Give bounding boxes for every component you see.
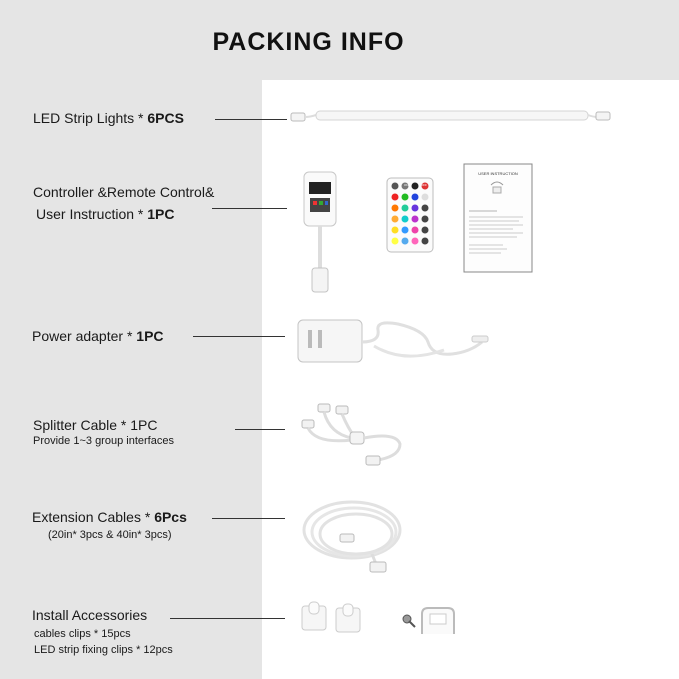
power-adapter-icon (296, 316, 492, 368)
page-title: PACKING INFO (212, 28, 405, 56)
remote-button-on: ON (404, 183, 409, 187)
splitter-sub: Provide 1~3 group interfaces (33, 435, 174, 447)
accessories-sub-clips: cables clips * 15pcs (34, 628, 131, 640)
controller-label-line2 (36, 206, 175, 222)
extension-cable-icon (300, 494, 412, 580)
user-manual-icon (463, 163, 533, 273)
accessories-sub-strip-clips: LED strip fixing clips * 12pcs (34, 644, 173, 656)
power-adapter-qty: 1PC (136, 328, 164, 344)
screw-icon (402, 614, 416, 628)
ir-remote-icon (386, 177, 434, 253)
controller-qty: 1PC (147, 206, 175, 222)
leader-line (193, 336, 285, 337)
wifi-controller-icon (296, 168, 344, 296)
led-strip-label (33, 110, 184, 126)
leader-line (170, 618, 285, 619)
leader-line (235, 429, 285, 430)
leader-line (212, 518, 285, 519)
splitter-label: Splitter Cable * 1PC (33, 417, 158, 433)
controller-label-line1: Controller &Remote Control& (33, 184, 215, 200)
splitter-cable-icon (296, 400, 408, 474)
strip-clip-icon (420, 606, 456, 636)
led-strip-icon (288, 106, 613, 128)
accessories-label: Install Accessories (32, 607, 148, 623)
led-strip-qty: 6PCS (147, 110, 184, 126)
user-instruction-name: User Instruction * (36, 206, 148, 222)
leader-line (215, 119, 287, 120)
power-adapter-name: Power adapter * (32, 328, 137, 344)
power-adapter-label (32, 328, 164, 344)
manual-heading: USER INSTRUCTION (478, 171, 518, 176)
led-strip-name: LED Strip Lights * (33, 110, 148, 126)
extension-name: Extension Cables * (32, 509, 155, 525)
extension-qty: 6Pcs (154, 509, 187, 525)
cable-clip-icon (300, 600, 368, 634)
remote-button-off: OFF (421, 183, 427, 187)
extension-label (32, 509, 187, 525)
extension-sub: (20in* 3pcs & 40in* 3pcs) (48, 529, 172, 541)
leader-line (212, 208, 287, 209)
